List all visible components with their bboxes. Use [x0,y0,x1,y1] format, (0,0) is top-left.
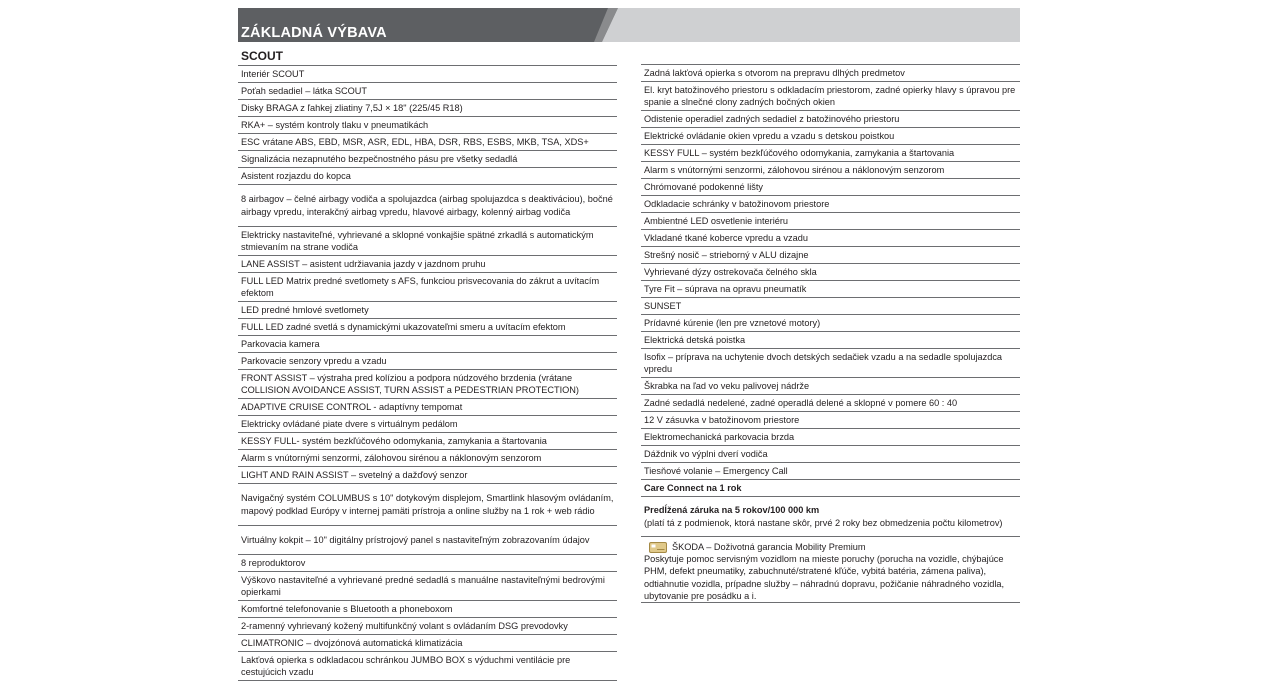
equipment-item-label: Elektricky nastaviteľné, vyhrievané a sklopné vonkajšie spätné zrkadlá s automatickým stmievaním na strane vodiča [241,229,594,252]
equipment-item-label: LIGHT AND RAIN ASSIST – svetelný a dažďový senzor [241,469,468,480]
equipment-item-label: Elektrická detská poistka [644,334,746,345]
equipment-item [641,65,1020,82]
equipment-item [238,227,617,256]
equipment-item [641,332,1020,349]
equipment-item [238,336,617,353]
equipment-item [641,196,1020,213]
equipment-item-label: Ambientné LED osvetlenie interiéru [644,215,789,226]
equipment-item [238,450,617,467]
equipment-item-label: Tiesňové volanie – Emergency Call [644,465,788,476]
equipment-item-label: Tyre Fit – súprava na opravu pneumatík [644,283,807,294]
section-subtitle: SCOUT [238,49,617,66]
equipment-item-label: Odkladacie schránky v batožinovom priestore [644,198,830,209]
equipment-item-label: 12 V zásuvka v batožinovom priestore [644,414,800,425]
equipment-item [641,179,1020,196]
equipment-item [238,370,617,399]
mobility-premium-description: Poskytuje pomoc servisným vozidlom na mieste poruchy (porucha na vozidle, chýbajúce PHM, defekt pneumatiky, zabuchnuté/stratené kľúče, vybitá batéria, zámena paliva), odtiahnutie vozidla, prípadne služby – náhradnú dopravu, požičanie náhradného vozidla, ubytovanie pre posádku a i. [644,554,1005,601]
equipment-item-label: Komfortné telefonovanie s Bluetooth a phoneboxom [241,603,453,614]
equipment-item-label: Parkovacie senzory vpredu a vzadu [241,355,387,366]
equipment-item [238,273,617,302]
left-column [238,66,617,681]
equipment-item-label: FULL LED Matrix predné svetlomety s AFS, funkciou prisvecovania do zákrut a uvítacím efektom [241,275,600,298]
equipment-item [641,145,1020,162]
right-column [641,64,1020,603]
equipment-item [238,353,617,370]
equipment-item-label: Zadná lakťová opierka s otvorom na prepravu dlhých predmetov [644,67,905,78]
equipment-item [641,82,1020,111]
equipment-item [641,264,1020,281]
equipment-item-label: FULL LED zadné svetlá s dynamickými ukazovateľmi smeru a uvítacím efektom [241,321,566,332]
equipment-item-label: 8 reproduktorov [241,557,306,568]
equipment-item [238,555,617,572]
warranty-note: (platí tá z podmienok, ktorá nastane skôr, prvé 2 roky bez obmedzenia počtu kilometrov) [644,517,1003,528]
equipment-item-label: Parkovacia kamera [241,338,320,349]
equipment-item [641,230,1020,247]
equipment-item [238,319,617,336]
equipment-item [238,117,617,134]
equipment-item [238,484,617,526]
equipment-item-label: Virtuálny kokpit – 10" digitálny prístrojový panel s nastaviteľným zobrazovaním údajov [241,534,590,545]
equipment-item [641,446,1020,463]
warranty-title: Predĺžená záruka na 5 rokov/100 000 km [644,505,820,516]
equipment-item-label: RKA+ – systém kontroly tlaku v pneumatikách [241,119,429,130]
equipment-item [238,416,617,433]
equipment-item [641,463,1020,480]
equipment-item-label: KESSY FULL- systém bezkľúčového odomykania, zamykania a štartovania [241,435,547,446]
equipment-item-label: 8 airbagov – čelné airbagy vodiča a spolujazdca (airbag spolujazdca s deaktiváciou), bočné airbagy vpredu, interakčný airbag vpredu, hlavové airbagy, kolenný airbag vodiča [241,194,613,217]
equipment-item [238,66,617,83]
page-title: ZÁKLADNÁ VÝBAVA [241,25,387,41]
equipment-item [238,134,617,151]
equipment-item-label: Odistenie operadiel zadných sedadiel z batožinového priestoru [644,113,900,124]
equipment-item-label: Vyhrievané dýzy ostrekovača čelného skla [644,266,817,277]
equipment-item-label: LANE ASSIST – asistent udržiavania jazdy v jazdnom pruhu [241,258,486,269]
equipment-item-label: Strešný nosič – strieborný v ALU dizajne [644,249,809,260]
equipment-item [641,111,1020,128]
equipment-item-label: Navigačný systém COLUMBUS s 10" dotykovým displejom, Smartlink hlasovým ovládaním, mapový podklad Európy v internej pamäti prístroja a online služby na 1 rok + web rádio [241,493,614,516]
equipment-item [238,618,617,635]
equipment-item-label: Interiér SCOUT [241,68,305,79]
equipment-item-label: Disky BRAGA z ľahkej zliatiny 7,5J × 18" (225/45 R18) [241,102,463,113]
equipment-item-label: Signalizácia nezapnutého bezpečnostného pásu pre všetky sedadlá [241,153,518,164]
warranty-item [641,497,1020,537]
equipment-item [641,395,1020,412]
equipment-item-label: Prídavné kúrenie (len pre vznetové motory) [644,317,821,328]
equipment-item-label: CLIMATRONIC – dvojzónová automatická klimatizácia [241,637,463,648]
equipment-item [641,128,1020,145]
equipment-item-label: Škrabka na ľad vo veku palivovej nádrže [644,380,810,391]
equipment-item [238,100,617,117]
equipment-item [238,83,617,100]
equipment-item-label: LED predné hmlové svetlomety [241,304,369,315]
equipment-item [641,315,1020,332]
equipment-item [641,412,1020,429]
equipment-item-label: SUNSET [644,300,682,311]
equipment-item-label: Dáždnik vo výplni dverí vodiča [644,448,768,459]
equipment-item-label: Elektrické ovládanie okien vpredu a vzadu s detskou poistkou [644,130,895,141]
card-icon [649,542,667,553]
equipment-item-label: Lakťová opierka s odkladacou schránkou JUMBO BOX s výduchmi ventilácie pre cestujúcich vzadu [241,654,571,677]
equipment-item [238,635,617,652]
equipment-item [641,429,1020,446]
equipment-item [238,151,617,168]
equipment-item-label: Chrómované podokenné lišty [644,181,763,192]
equipment-item [641,162,1020,179]
equipment-item [641,213,1020,230]
equipment-item [238,185,617,227]
equipment-item-label: Care Connect na 1 rok [644,482,742,493]
equipment-item-label: Poťah sedadiel – látka SCOUT [241,85,368,96]
equipment-item-label: Elektricky ovládané piate dvere s virtuálnym pedálom [241,418,458,429]
equipment-item-label: FRONT ASSIST – výstraha pred kolíziou a podpora núdzového brzdenia (vrátane COLLISION AVOIDANCE ASSIST, TURN ASSIST a PEDESTRIAN PROTECTION) [241,372,579,395]
equipment-item-label: Zadné sedadlá nedelené, zadné operadlá delené a sklopné v pomere 60 : 40 [644,397,958,408]
equipment-item [238,433,617,450]
equipment-item-label: Asistent rozjazdu do kopca [241,170,351,181]
equipment-item [238,652,617,681]
equipment-item-label: Výškovo nastaviteľné a vyhrievané predné sedadlá s manuálne nastaviteľnými bedrovými opierkami [241,574,605,597]
equipment-item-label: Isofix – príprava na uchytenie dvoch detských sedačiek vzadu a na sedadle spolujazdca vpredu [644,351,1003,374]
equipment-item-label: Alarm s vnútornými senzormi, zálohovou sirénou a náklonovým senzorom [241,452,542,463]
equipment-item [641,281,1020,298]
equipment-item-label: 2-ramenný vyhrievaný kožený multifunkčný volant s ovládaním DSG prevodovky [241,620,568,631]
equipment-item [238,399,617,416]
equipment-item [238,467,617,484]
mobility-premium-item [641,537,1020,603]
equipment-item-label: El. kryt batožinového priestoru s odkladacím priestorom, zadné opierky hlavy s úpravou pre spanie a slnečné clony zadných bočných okien [644,84,1016,107]
equipment-item [641,247,1020,264]
equipment-item [238,168,617,185]
section-banner [238,8,1020,42]
equipment-item-label: ESC vrátane ABS, EBD, MSR, ASR, EDL, HBA, DSR, RBS, ESBS, MKB, TSA, XDS+ [241,136,589,147]
equipment-item [641,349,1020,378]
equipment-item-label: Alarm s vnútornými senzormi, zálohovou sirénou a náklonovým senzorom [644,164,945,175]
equipment-item-label: KESSY FULL – systém bezkľúčového odomykania, zamykania a štartovania [644,147,955,158]
equipment-item [641,378,1020,395]
mobility-premium-head [644,541,866,553]
equipment-item-label: ADAPTIVE CRUISE CONTROL - adaptívny tempomat [241,401,463,412]
equipment-item-label: Vkladané tkané koberce vpredu a vzadu [644,232,808,243]
equipment-item [238,526,617,555]
equipment-item [238,572,617,601]
equipment-item [238,256,617,273]
equipment-item [238,601,617,618]
equipment-item [641,480,1020,497]
equipment-item-label: Elektromechanická parkovacia brzda [644,431,795,442]
equipment-item [641,298,1020,315]
mobility-premium-title: ŠKODA – Doživotná garancia Mobility Premium [672,542,866,552]
equipment-item [238,302,617,319]
